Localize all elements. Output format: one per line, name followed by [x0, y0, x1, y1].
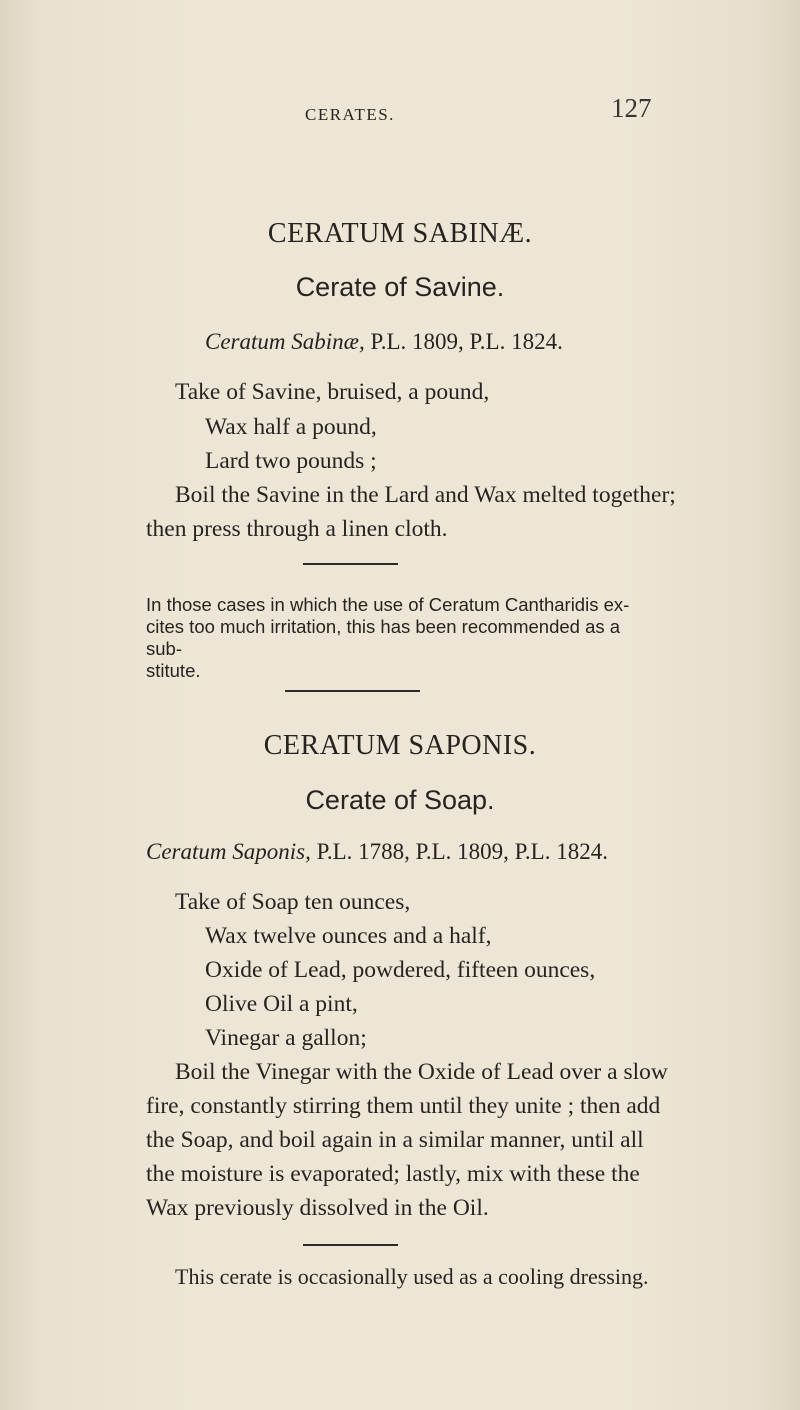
note-line: cites too much irritation, this has been recommended as a sub-	[146, 616, 621, 659]
recipe-line: Lard two pounds ;	[205, 448, 377, 474]
pharmacopoeia-reference	[146, 839, 608, 865]
recipe-line: then press through a linen cloth.	[146, 516, 448, 542]
recipe-line: the moisture is evaporated; lastly, mix with these the	[146, 1161, 640, 1187]
reference-name: Ceratum Saponis,	[146, 839, 311, 864]
recipe-line: Take of Soap ten ounces,	[175, 889, 411, 915]
recipe-line: Boil the Vinegar with the Oxide of Lead over a slow	[175, 1059, 668, 1085]
reference-editions: P.L. 1788, P.L. 1809, P.L. 1824.	[310, 839, 608, 864]
closing-note: This cerate is occasionally used as a cooling dressing.	[175, 1264, 649, 1289]
recipe-line: Vinegar a gallon;	[205, 1025, 367, 1051]
recipe-line: the Soap, and boil again in a similar manner, until all	[146, 1127, 644, 1153]
reference-name: Ceratum Sabinæ,	[205, 329, 365, 354]
page-number: 127	[611, 93, 652, 123]
divider-rule	[303, 1244, 398, 1246]
recipe-line: Take of Savine, bruised, a pound,	[175, 379, 490, 405]
recipe-line: fire, constantly stirring them until they unite ; then add	[146, 1093, 661, 1119]
section-subtitle-savine: Cerate of Savine.	[295, 272, 505, 302]
note-line: In those cases in which the use of Ceratum Cantharidis ex-	[146, 594, 630, 615]
note-line: stitute.	[146, 660, 201, 681]
recipe-line: Wax previously dissolved in the Oil.	[146, 1195, 489, 1221]
divider-rule	[303, 563, 398, 565]
pharmacopoeia-reference	[205, 329, 563, 355]
recipe-line: Oxide of Lead, powdered, fifteen ounces,	[205, 957, 596, 983]
reference-editions: P.L. 1809, P.L. 1824.	[364, 329, 563, 354]
editorial-note	[146, 594, 656, 682]
recipe-line: Olive Oil a pint,	[205, 991, 358, 1017]
section-title-sabinae: CERATUM SABINÆ.	[267, 218, 533, 249]
section-subtitle-soap: Cerate of Soap.	[305, 785, 495, 815]
recipe-line: Boil the Savine in the Lard and Wax melted together;	[175, 482, 676, 508]
recipe-line: Wax twelve ounces and a half,	[205, 923, 492, 949]
section-divider-rule	[285, 690, 420, 692]
section-title-saponis: CERATUM SAPONIS.	[263, 730, 537, 761]
recipe-line: Wax half a pound,	[205, 414, 377, 440]
running-head: CERATES.	[305, 105, 395, 124]
